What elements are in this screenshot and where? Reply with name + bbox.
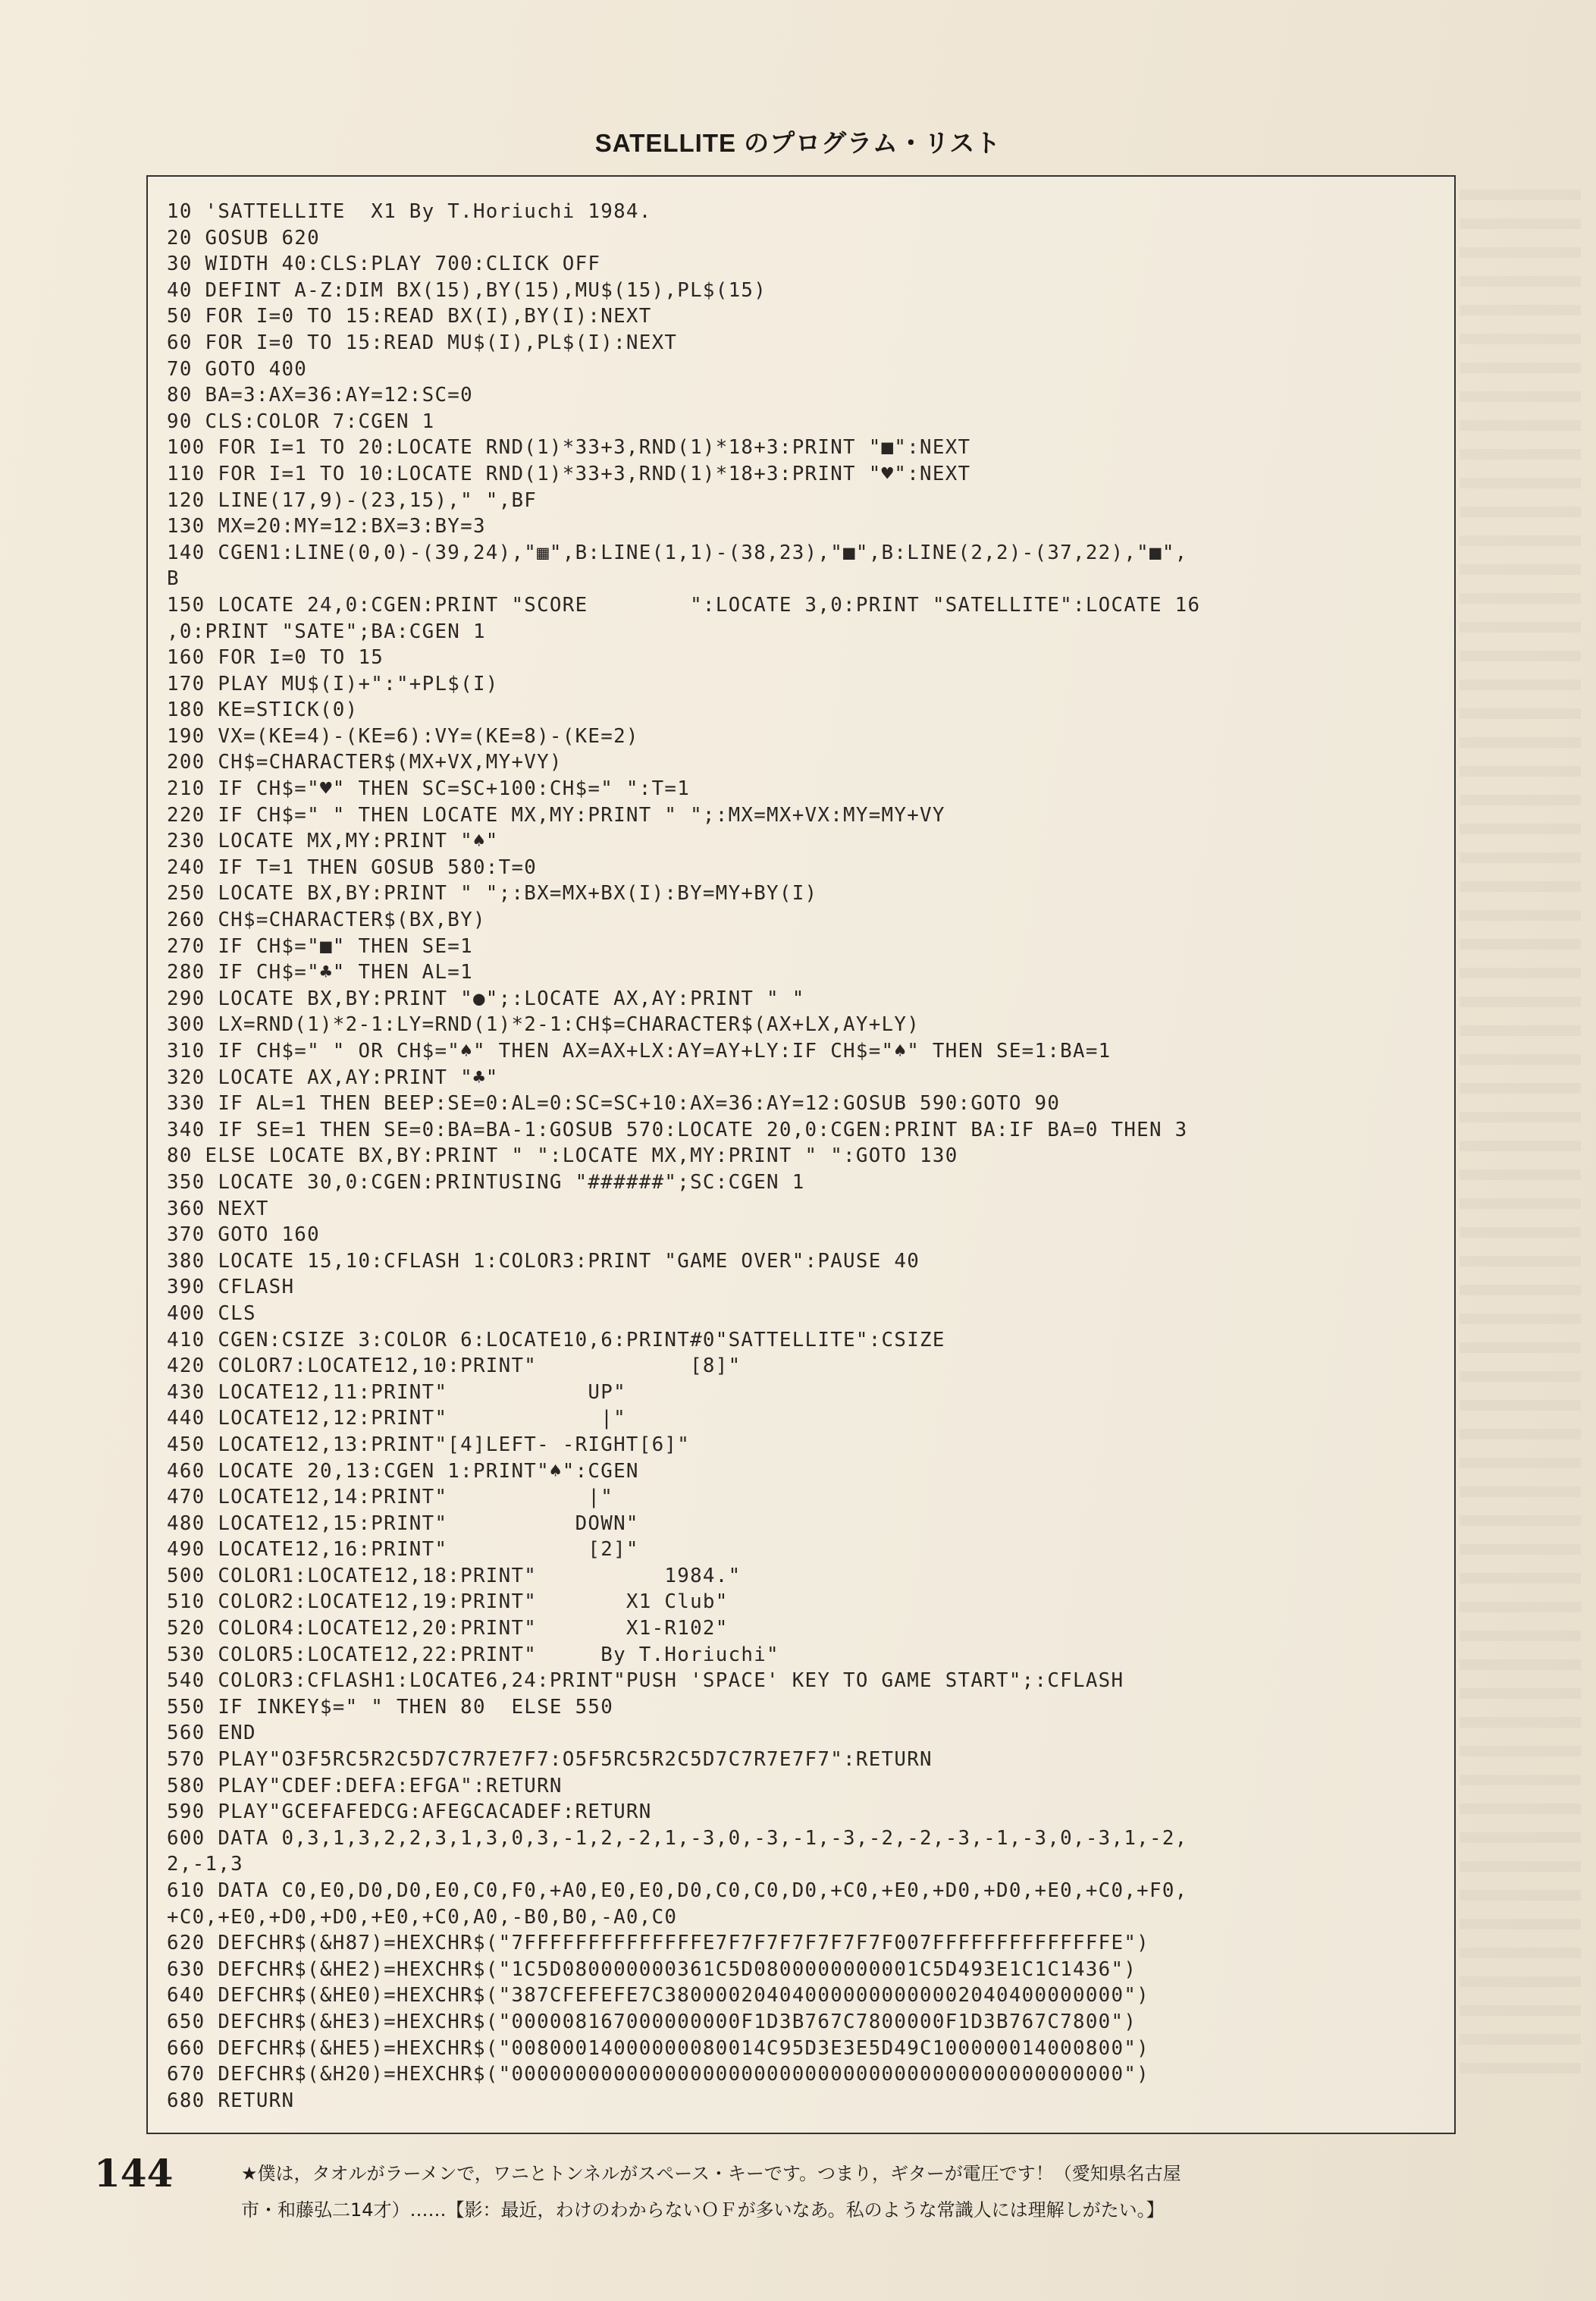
code-line: 530 COLOR5:LOCATE12,22:PRINT" By T.Horiuchi" <box>167 1643 779 1666</box>
code-line: 140 CGEN1:LINE(0,0)-(39,24),"▦",B:LINE(1,1)-(38,23),"■",B:LINE(2,2)-(37,22),"■", <box>167 541 1188 564</box>
code-line: 490 LOCATE12,16:PRINT" [2]" <box>167 1538 639 1562</box>
code-line: 10 'SATTELLITE X1 By T.Horiuchi 1984. <box>167 200 652 223</box>
code-line: 420 COLOR7:LOCATE12,10:PRINT" [8]" <box>167 1355 742 1378</box>
code-line: 560 END <box>167 1722 256 1745</box>
code-line: 620 DEFCHR$(&H87)=HEXCHR$("7FFFFFFFFFFFFFFE7F7F7F7F7F7F7F007FFFFFFFFFFFFFFE") <box>167 1932 1149 1955</box>
code-line: 660 DEFCHR$(&HE5)=HEXCHR$("00800014000000080014C95D3E3E5D49C100000014000800") <box>167 2036 1149 2060</box>
code-line: 130 MX=20:MY=12:BX=3:BY=3 <box>167 515 486 538</box>
code-line: 30 WIDTH 40:CLS:PLAY 700:CLICK OFF <box>167 253 601 276</box>
code-line: 440 LOCATE12,12:PRINT" |" <box>167 1407 626 1430</box>
code-line: 550 IF INKEY$=" " THEN 80 ELSE 550 <box>167 1695 614 1719</box>
code-line: 650 DEFCHR$(&HE3)=HEXCHR$("000008167000000000F1D3B767C7800000F1D3B767C7800") <box>167 2010 1137 2033</box>
code-line: 340 IF SE=1 THEN SE=0:BA=BA-1:GOSUB 570:LOCATE 20,0:CGEN:PRINT BA:IF BA=0 THEN 3 <box>167 1118 1188 1141</box>
code-line: 300 LX=RND(1)*2-1:LY=RND(1)*2-1:CH$=CHARACTER$(AX+LX,AY+LY) <box>167 1013 920 1037</box>
code-line: 240 IF T=1 THEN GOSUB 580:T=0 <box>167 855 538 879</box>
code-line: 310 IF CH$=" " OR CH$="♠" THEN AX=AX+LX:AY=AY+LY:IF CH$="♠" THEN SE=1:BA=1 <box>167 1040 1112 1063</box>
code-line: 360 NEXT <box>167 1197 269 1220</box>
code-line: 170 PLAY MU$(I)+":"+PL$(I) <box>167 672 499 695</box>
code-line: 390 CFLASH <box>167 1276 295 1299</box>
code-line: 80 BA=3:AX=36:AY=12:SC=0 <box>167 384 473 407</box>
code-line: 190 VX=(KE=4)-(KE=6):VY=(KE=8)-(KE=2) <box>167 724 639 748</box>
code-line: 580 PLAY"CDEF:DEFA:EFGA":RETURN <box>167 1774 563 1797</box>
code-line: 20 GOSUB 620 <box>167 226 320 250</box>
code-line: 160 FOR I=0 TO 15 <box>167 646 384 670</box>
code-line: 680 RETURN <box>167 2089 295 2112</box>
reader-comment <box>241 2155 1424 2228</box>
code-line: 280 IF CH$="♣" THEN AL=1 <box>167 961 473 984</box>
code-line: 450 LOCATE12,13:PRINT"[4]LEFT- -RIGHT[6]" <box>167 1433 691 1456</box>
code-line: 590 PLAY"GCEFAFEDCG:AFEGCACADEF:RETURN <box>167 1800 652 1824</box>
code-line: 380 LOCATE 15,10:CFLASH 1:COLOR3:PRINT "GAME OVER":PAUSE 40 <box>167 1249 920 1273</box>
code-line: 630 DEFCHR$(&HE2)=HEXCHR$("1C5D080000000361C5D0800000000001C5D493E1C1C1436") <box>167 1957 1137 1981</box>
code-line: B <box>167 567 180 591</box>
code-line: 600 DATA 0,3,1,3,2,2,3,1,3,0,3,-1,2,-2,1,-3,0,-3,-1,-3,-2,-2,-3,-1,-3,0,-3,1,-2, <box>167 1826 1188 1850</box>
code-line: 50 FOR I=0 TO 15:READ BX(I),BY(I):NEXT <box>167 305 652 328</box>
code-line: 180 KE=STICK(0) <box>167 698 359 722</box>
code-line: 90 CLS:COLOR 7:CGEN 1 <box>167 410 435 433</box>
bleed-through-text <box>1460 190 1581 2086</box>
code-line: 480 LOCATE12,15:PRINT" DOWN" <box>167 1512 639 1535</box>
code-line: 100 FOR I=1 TO 20:LOCATE RND(1)*33+3,RND(1)*18+3:PRINT "■":NEXT <box>167 436 971 460</box>
code-line: 200 CH$=CHARACTER$(MX+VX,MY+VY) <box>167 751 563 774</box>
code-line: 210 IF CH$="♥" THEN SC=SC+100:CH$=" ":T=1 <box>167 777 691 801</box>
code-line: 350 LOCATE 30,0:CGEN:PRINTUSING "######";SC:CGEN 1 <box>167 1170 805 1194</box>
code-line: 330 IF AL=1 THEN BEEP:SE=0:AL=0:SC=SC+10:AX=36:AY=12:GOSUB 590:GOTO 90 <box>167 1092 1061 1116</box>
code-line: 400 CLS <box>167 1301 256 1325</box>
code-line: 320 LOCATE AX,AY:PRINT "♣" <box>167 1066 499 1089</box>
code-line: 290 LOCATE BX,BY:PRINT "●";:LOCATE AX,AY:PRINT " " <box>167 987 805 1010</box>
code-line: 370 GOTO 160 <box>167 1223 320 1247</box>
code-line: 500 COLOR1:LOCATE12,18:PRINT" 1984." <box>167 1564 742 1587</box>
code-line: 110 FOR I=1 TO 10:LOCATE RND(1)*33+3,RND(1)*18+3:PRINT "♥":NEXT <box>167 462 971 485</box>
code-line: 120 LINE(17,9)-(23,15)," ",BF <box>167 488 538 512</box>
code-line: 60 FOR I=0 TO 15:READ MU$(I),PL$(I):NEXT <box>167 331 678 354</box>
code-line: 150 LOCATE 24,0:CGEN:PRINT "SCORE ":LOCATE 3,0:PRINT "SATELLITE":LOCATE 16 <box>167 593 1201 617</box>
code-line: +C0,+E0,+D0,+D0,+E0,+C0,A0,-B0,B0,-A0,C0 <box>167 1905 678 1929</box>
code-line: ,0:PRINT "SATE";BA:CGEN 1 <box>167 620 486 643</box>
code-line: 70 GOTO 400 <box>167 357 308 381</box>
page-number: 144 <box>94 2151 174 2196</box>
code-line: 80 ELSE LOCATE BX,BY:PRINT " ":LOCATE MX,MY:PRINT " ":GOTO 130 <box>167 1144 958 1168</box>
code-line: 610 DATA C0,E0,D0,D0,E0,C0,F0,+A0,E0,E0,D0,C0,C0,D0,+C0,+E0,+D0,+D0,+E0,+C0,+F0, <box>167 1879 1188 1902</box>
code-line: 270 IF CH$="■" THEN SE=1 <box>167 934 473 958</box>
reader-comment-line: 市・和藤弘二14才）……【影：最近，わけのわからないＯＦが多いなあ。私のような常識人には理解しがたい。】 <box>241 2199 1165 2221</box>
code-line: 640 DEFCHR$(&HE0)=HEXCHR$("387CFEFEFE7C380000204040000000000002040400000000") <box>167 1984 1149 2007</box>
code-line: 2,-1,3 <box>167 1853 243 1876</box>
page-title: SATELLITE のプログラム・リスト <box>594 129 1002 157</box>
code-line: 260 CH$=CHARACTER$(BX,BY) <box>167 909 486 932</box>
code-line: 40 DEFINT A-Z:DIM BX(15),BY(15),MU$(15),PL$(15) <box>167 278 767 302</box>
code-line: 570 PLAY"O3F5RC5R2C5D7C7R7E7F7:O5F5RC5R2C5D7C7R7E7F7":RETURN <box>167 1748 933 1772</box>
code-line: 670 DEFCHR$(&H20)=HEXCHR$("000000000000000000000000000000000000000000000000") <box>167 2063 1149 2086</box>
code-line: 410 CGEN:CSIZE 3:COLOR 6:LOCATE10,6:PRINT#0"SATTELLITE":CSIZE <box>167 1328 945 1351</box>
reader-comment-line: ★僕は，タオルがラーメンで，ワニとトンネルがスペース・キーです。つまり，ギターが電圧です！（愛知県名古屋 <box>241 2163 1181 2184</box>
code-line: 540 COLOR3:CFLASH1:LOCATE6,24:PRINT"PUSH 'SPACE' KEY TO GAME START";:CFLASH <box>167 1669 1124 1693</box>
code-line: 470 LOCATE12,14:PRINT" |" <box>167 1486 614 1509</box>
code-line: 430 LOCATE12,11:PRINT" UP" <box>167 1380 626 1404</box>
code-line: 250 LOCATE BX,BY:PRINT " ";:BX=MX+BX(I):BY=MY+BY(I) <box>167 882 818 906</box>
code-line: 510 COLOR2:LOCATE12,19:PRINT" X1 Club" <box>167 1590 729 1614</box>
code-line: 230 LOCATE MX,MY:PRINT "♠" <box>167 830 499 853</box>
program-listing <box>167 199 1441 2114</box>
code-line: 460 LOCATE 20,13:CGEN 1:PRINT"♠":CGEN <box>167 1459 639 1483</box>
code-line: 220 IF CH$=" " THEN LOCATE MX,MY:PRINT " ";:MX=MX+VX:MY=MY+VY <box>167 803 945 827</box>
code-line: 520 COLOR4:LOCATE12,20:PRINT" X1-R102" <box>167 1617 729 1640</box>
